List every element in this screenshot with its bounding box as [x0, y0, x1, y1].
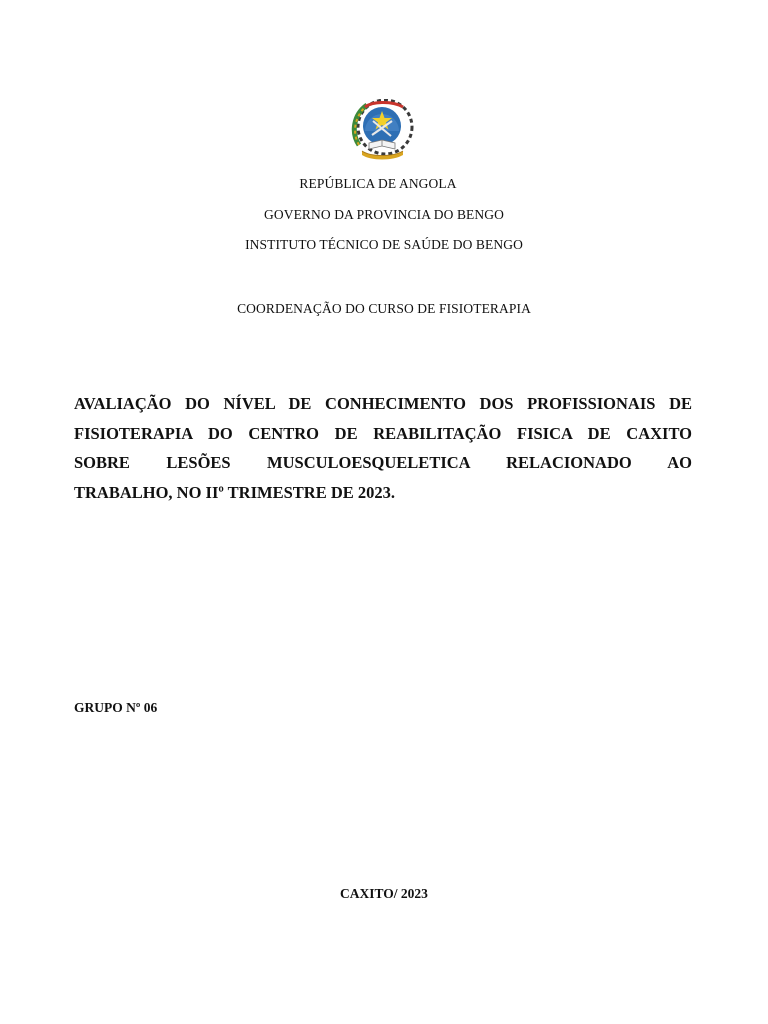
- group-number: GRUPO Nº 06: [74, 700, 158, 715]
- title-line-3: SOBRE LESÕES MUSCULOESQUELETICA RELACIONADO AO: [74, 453, 692, 472]
- angola-coat-of-arms-icon: [349, 99, 417, 161]
- document-title: [74, 389, 692, 507]
- footer-place-year: CAXITO/ 2023: [340, 886, 428, 901]
- header-country: REPÚBLICA DE ANGOLA: [299, 176, 457, 191]
- header-coordination: COORDENAÇÃO DO CURSO DE FISIOTERAPIA: [237, 301, 531, 316]
- title-line-2: FISIOTERAPIA DO CENTRO DE REABILITAÇÃO FISICA DE CAXITO: [74, 423, 692, 443]
- header-institute: INSTITUTO TÉCNICO DE SAÚDE DO BENGO: [245, 237, 523, 252]
- title-line-1: AVALIAÇÃO DO NÍVEL DE CONHECIMENTO DOS PROFISSIONAIS DE: [74, 394, 692, 413]
- title-line-4: TRABALHO, NO IIº TRIMESTRE DE 2023.: [74, 482, 395, 502]
- header-government: GOVERNO DA PROVINCIA DO BENGO: [264, 207, 504, 222]
